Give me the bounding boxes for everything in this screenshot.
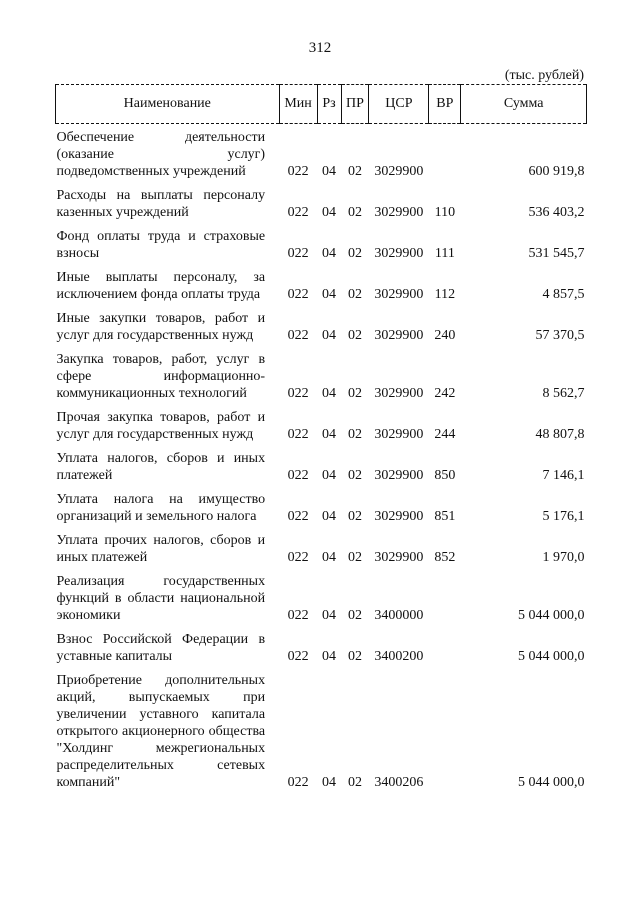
cell-name: Уплата налога на имущество организаций и земельного налога (56, 492, 266, 524)
header-rz: Рз (317, 85, 341, 124)
cell-csr: 3029900 (374, 468, 424, 483)
cell-sum: 57 370,5 (535, 328, 585, 343)
cell-name: Иные выплаты персоналу, за исключением фонда оплаты труда (56, 270, 266, 302)
budget-table (55, 84, 587, 793)
cell-pr: 02 (347, 328, 362, 343)
cell-csr: 3029900 (374, 427, 424, 442)
cell-sum: 600 919,8 (528, 164, 585, 179)
cell-rz: 04 (322, 164, 337, 179)
table-row (56, 305, 587, 346)
cell-min: 022 (287, 550, 309, 565)
cell-rz: 04 (322, 427, 337, 442)
header-csr: ЦСР (369, 85, 429, 124)
cell-pr: 02 (347, 246, 362, 261)
cell-pr: 02 (347, 205, 362, 220)
table-row (56, 486, 587, 527)
cell-vr (429, 626, 461, 667)
header-pr: ПР (341, 85, 369, 124)
cell-name: Реализация государственных функций в области национальной экономики (56, 574, 266, 623)
cell-rz: 04 (322, 509, 337, 524)
header-vr: ВР (429, 85, 461, 124)
cell-pr: 02 (347, 427, 362, 442)
cell-sum: 5 044 000,0 (518, 649, 585, 664)
cell-vr: 110 (434, 205, 456, 220)
cell-csr: 3029900 (374, 246, 424, 261)
cell-min: 022 (287, 164, 309, 179)
table-row (56, 264, 587, 305)
cell-vr: 240 (434, 328, 456, 343)
cell-rz: 04 (322, 205, 337, 220)
cell-min: 022 (287, 775, 309, 790)
cell-min: 022 (287, 287, 309, 302)
cell-csr: 3400000 (374, 608, 424, 623)
cell-vr: 242 (434, 386, 456, 401)
table-row (56, 182, 587, 223)
cell-min: 022 (287, 246, 309, 261)
cell-pr: 02 (347, 649, 362, 664)
cell-min: 022 (287, 509, 309, 524)
table-row (56, 667, 587, 793)
cell-vr (429, 667, 461, 793)
cell-name: Уплата налогов, сборов и иных платежей (56, 451, 266, 483)
cell-sum: 5 176,1 (542, 509, 585, 524)
header-sum: Сумма (461, 85, 587, 124)
cell-sum: 1 970,0 (542, 550, 585, 565)
cell-rz: 04 (322, 468, 337, 483)
table-row (56, 445, 587, 486)
cell-min: 022 (287, 468, 309, 483)
cell-csr: 3029900 (374, 550, 424, 565)
page-number: 312 (308, 40, 332, 56)
cell-min: 022 (287, 608, 309, 623)
cell-sum: 536 403,2 (528, 205, 585, 220)
cell-vr: 850 (434, 468, 456, 483)
cell-name: Уплата прочих налогов, сборов и иных платежей (56, 533, 266, 565)
cell-sum: 48 807,8 (535, 427, 585, 442)
cell-min: 022 (287, 205, 309, 220)
cell-min: 022 (287, 386, 309, 401)
cell-pr: 02 (347, 386, 362, 401)
cell-pr: 02 (347, 164, 362, 179)
cell-min: 022 (287, 328, 309, 343)
cell-rz: 04 (322, 550, 337, 565)
cell-sum: 4 857,5 (542, 287, 585, 302)
table-row (56, 223, 587, 264)
table-row (56, 404, 587, 445)
units-label: (тыс. рублей) (504, 68, 584, 83)
cell-sum: 8 562,7 (542, 386, 585, 401)
cell-csr: 3029900 (374, 328, 424, 343)
cell-rz: 04 (322, 775, 337, 790)
cell-rz: 04 (322, 386, 337, 401)
cell-sum: 531 545,7 (528, 246, 585, 261)
cell-csr: 3400200 (374, 649, 424, 664)
cell-sum: 5 044 000,0 (518, 775, 585, 790)
cell-vr: 851 (434, 509, 456, 524)
cell-vr: 852 (434, 550, 456, 565)
cell-csr: 3029900 (374, 164, 424, 179)
cell-rz: 04 (322, 328, 337, 343)
cell-pr: 02 (347, 287, 362, 302)
cell-min: 022 (287, 649, 309, 664)
cell-name: Фонд оплаты труда и страховые взносы (56, 229, 266, 261)
cell-csr: 3029900 (374, 205, 424, 220)
cell-rz: 04 (322, 608, 337, 623)
cell-name: Закупка товаров, работ, услуг в сфере информационно-коммуникационных технологий (56, 352, 266, 401)
cell-vr: 244 (434, 427, 456, 442)
header-name: Наименование (56, 85, 280, 124)
cell-csr: 3029900 (374, 287, 424, 302)
cell-pr: 02 (347, 775, 362, 790)
cell-sum: 5 044 000,0 (518, 608, 585, 623)
cell-vr (429, 124, 461, 183)
cell-pr: 02 (347, 509, 362, 524)
cell-name: Обеспечение деятельности (оказание услуг) подведомственных учреждений (56, 130, 266, 179)
cell-csr: 3029900 (374, 509, 424, 524)
table-header-row (56, 85, 587, 124)
table-row (56, 568, 587, 626)
table-row (56, 626, 587, 667)
cell-rz: 04 (322, 287, 337, 302)
cell-name: Приобретение дополнительных акций, выпускаемых при увеличении уставного капитала открытого акционерного общества "Холдинг межрегиональных распределительных сетевых компаний" (56, 673, 266, 790)
cell-pr: 02 (347, 468, 362, 483)
cell-vr: 111 (434, 246, 455, 261)
cell-name: Иные закупки товаров, работ и услуг для государственных нужд (56, 311, 266, 343)
cell-vr: 112 (434, 287, 456, 302)
cell-min: 022 (287, 427, 309, 442)
cell-sum: 7 146,1 (542, 468, 585, 483)
cell-rz: 04 (322, 246, 337, 261)
cell-name: Взнос Российской Федерации в уставные капиталы (56, 632, 266, 664)
cell-rz: 04 (322, 649, 337, 664)
cell-pr: 02 (347, 550, 362, 565)
cell-vr (429, 568, 461, 626)
header-min: Мин (279, 85, 317, 124)
cell-csr: 3029900 (374, 386, 424, 401)
cell-name: Расходы на выплаты персоналу казенных учреждений (56, 188, 266, 220)
table-row (56, 124, 587, 183)
table-row (56, 527, 587, 568)
table-row (56, 346, 587, 404)
cell-csr: 3400206 (374, 775, 424, 790)
cell-pr: 02 (347, 608, 362, 623)
cell-name: Прочая закупка товаров, работ и услуг для государственных нужд (56, 410, 266, 442)
